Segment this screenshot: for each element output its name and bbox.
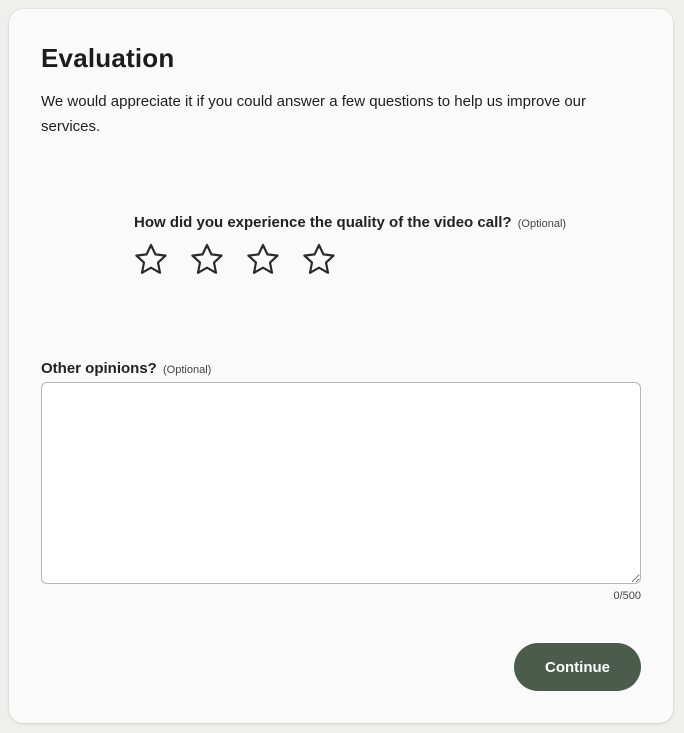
evaluation-card [9,9,673,723]
rating-question-text: How did you experience the quality of the video call? [134,214,512,231]
continue-button[interactable]: Continue [514,643,641,691]
star-rating [133,242,566,278]
page-title: Evaluation [41,43,175,73]
opinions-label-text: Other opinions? [41,360,157,377]
opinions-textarea[interactable] [41,382,641,584]
rating-question [134,214,566,231]
opinions-label [41,360,211,377]
optional-hint: (Optional) [163,364,212,376]
video-quality-rating [134,214,566,278]
intro-text: We would appreciate it if you could answer a few questions to help us improve our services. [41,93,587,135]
optional-hint: (Optional) [517,218,567,230]
star-2-icon[interactable] [189,242,225,278]
star-4-icon[interactable] [301,242,337,278]
star-3-icon[interactable] [245,242,281,278]
character-counter: 0/500 [613,590,641,602]
star-1-icon[interactable] [133,242,169,278]
